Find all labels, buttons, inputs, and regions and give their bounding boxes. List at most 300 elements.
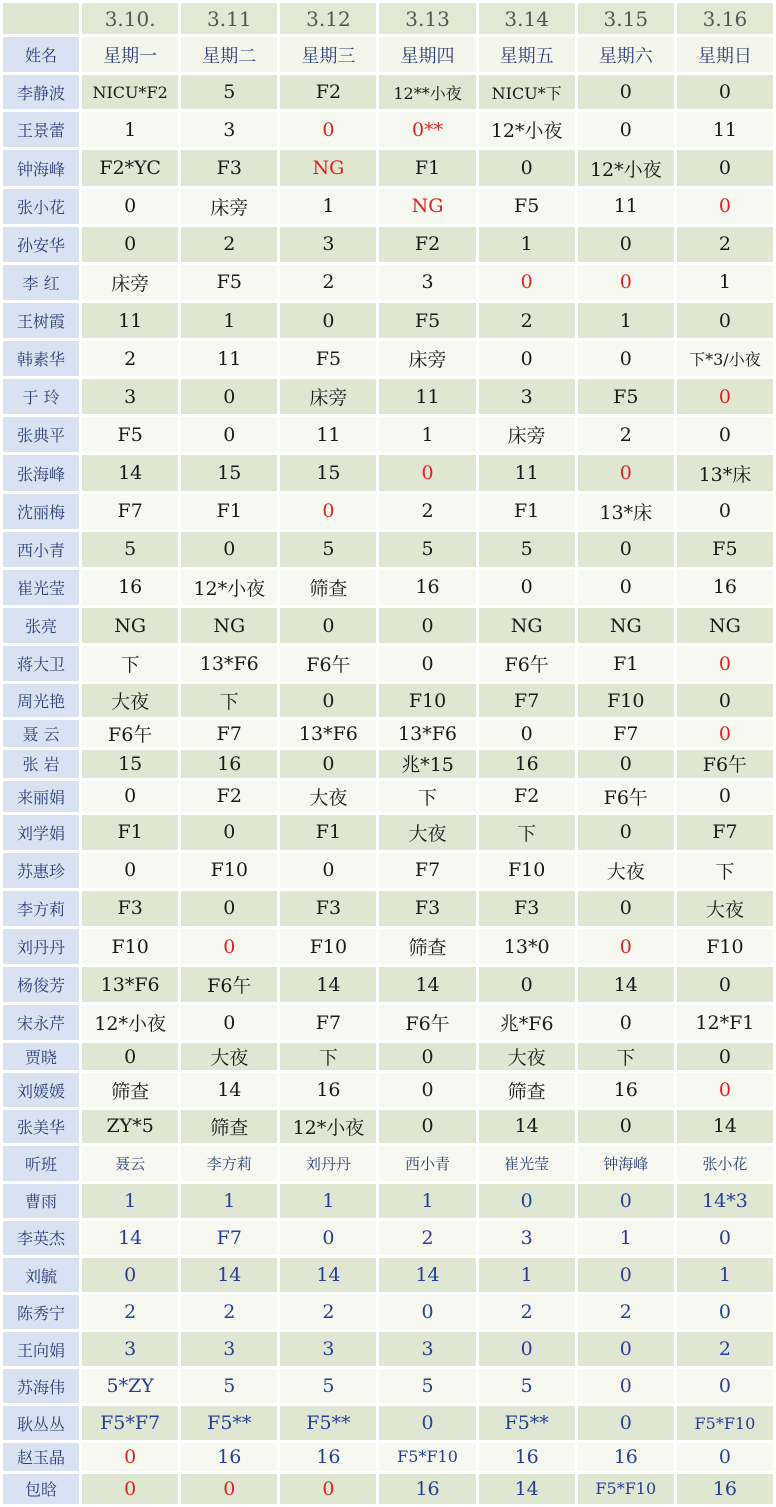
- shift-cell: 14*3: [677, 1184, 773, 1218]
- shift-cell: 3.12: [280, 3, 376, 34]
- shift-cell: 大夜: [82, 684, 178, 717]
- shift-cell: 0: [677, 1443, 773, 1471]
- shift-cell: F6午: [578, 781, 674, 812]
- shift-cell: 西小青: [379, 1146, 475, 1181]
- shift-cell: 2: [379, 494, 475, 529]
- shift-cell: 0: [677, 720, 773, 747]
- name-cell: 张美华: [3, 1110, 79, 1143]
- staff-row: [3, 417, 773, 452]
- shift-cell: 3: [181, 112, 277, 147]
- shift-cell: 筛查: [479, 1073, 575, 1106]
- shift-cell: 5: [479, 532, 575, 567]
- shift-cell: 3: [280, 227, 376, 262]
- staff-row: [3, 781, 773, 812]
- shift-cell: F2: [181, 781, 277, 812]
- shift-cell: 0: [578, 815, 674, 850]
- shift-cell: 0: [578, 341, 674, 376]
- shift-cell: 0: [82, 1258, 178, 1292]
- shift-cell: 14: [479, 1110, 575, 1143]
- shift-cell: 大夜: [181, 1043, 277, 1070]
- shift-cell: 0: [181, 891, 277, 926]
- shift-cell: NICU*下: [479, 75, 575, 109]
- shift-cell: 14: [82, 1221, 178, 1255]
- staff-row: [3, 150, 773, 185]
- shift-cell: F5*F10: [677, 1406, 773, 1439]
- shift-cell: 1: [379, 417, 475, 452]
- shift-cell: 2: [578, 417, 674, 452]
- name-cell: 于 玲: [3, 379, 79, 414]
- shift-cell: 1: [578, 1221, 674, 1255]
- name-cell: [3, 3, 79, 34]
- name-cell: 陈秀宁: [3, 1295, 79, 1329]
- name-cell: 刘丹丹: [3, 929, 79, 964]
- shift-cell: 1: [82, 1184, 178, 1218]
- shift-cell: 0: [578, 75, 674, 109]
- name-cell: 孙安华: [3, 227, 79, 262]
- shift-cell: F5: [479, 189, 575, 224]
- shift-cell: 14: [181, 1073, 277, 1106]
- weekday-header-row: [3, 37, 773, 72]
- staff-row: [3, 570, 773, 605]
- shift-cell: F1: [479, 494, 575, 529]
- shift-cell: 13*0: [479, 929, 575, 964]
- shift-cell: 2: [280, 1295, 376, 1329]
- shift-cell: 0: [479, 570, 575, 605]
- shift-cell: NG: [379, 189, 475, 224]
- shift-cell: 0: [379, 1110, 475, 1143]
- shift-cell: 3: [479, 379, 575, 414]
- shift-cell: 3: [280, 1332, 376, 1366]
- shift-cell: F1: [379, 150, 475, 185]
- shift-cell: F7: [181, 1221, 277, 1255]
- shift-cell: 11: [479, 455, 575, 490]
- staff-row-secondary: [3, 1184, 773, 1218]
- shift-cell: F7: [479, 684, 575, 717]
- shift-cell: 0: [379, 1073, 475, 1106]
- shift-cell: 0: [677, 781, 773, 812]
- shift-cell: 11: [379, 379, 475, 414]
- name-cell: 李静波: [3, 75, 79, 109]
- name-cell: 王景蕾: [3, 112, 79, 147]
- shift-cell: F3: [479, 891, 575, 926]
- shift-cell: 12*小夜: [479, 112, 575, 147]
- shift-cell: F5**: [181, 1406, 277, 1439]
- shift-cell: 0: [280, 1474, 376, 1504]
- shift-cell: 0: [479, 967, 575, 1002]
- name-cell: 听班: [3, 1146, 79, 1181]
- shift-cell: 12*小夜: [280, 1110, 376, 1143]
- name-cell: 李方莉: [3, 891, 79, 926]
- shift-cell: 床旁: [82, 265, 178, 300]
- shift-cell: 0: [82, 1043, 178, 1070]
- staff-row: [3, 684, 773, 717]
- staff-row: [3, 1073, 773, 1106]
- name-cell: 张海峰: [3, 455, 79, 490]
- name-cell: 张典平: [3, 417, 79, 452]
- shift-cell: 12**小夜: [379, 75, 475, 109]
- shift-cell: 15: [181, 455, 277, 490]
- name-cell: 刘学娟: [3, 815, 79, 850]
- shift-cell: 12*小夜: [82, 1005, 178, 1040]
- name-cell: 刘毓: [3, 1258, 79, 1292]
- shift-cell: NG: [181, 608, 277, 643]
- shift-cell: 0: [379, 1406, 475, 1439]
- name-cell: 王向娟: [3, 1332, 79, 1366]
- shift-cell: 2: [82, 1295, 178, 1329]
- shift-cell: F7: [280, 1005, 376, 1040]
- staff-row: [3, 455, 773, 490]
- shift-cell: 16: [379, 570, 475, 605]
- shift-cell: 3.11: [181, 3, 277, 34]
- shift-cell: F7: [578, 720, 674, 747]
- staff-row-secondary: [3, 1369, 773, 1403]
- shift-cell: 5: [479, 1369, 575, 1403]
- shift-cell: 2: [280, 265, 376, 300]
- shift-cell: 3.15: [578, 3, 674, 34]
- name-cell: 钟海峰: [3, 150, 79, 185]
- shift-cell: 0: [479, 150, 575, 185]
- shift-cell: 0: [677, 379, 773, 414]
- shift-cell: 0: [181, 1005, 277, 1040]
- name-cell: 蒋大卫: [3, 646, 79, 681]
- shift-cell: F10: [181, 853, 277, 888]
- staff-row: [3, 494, 773, 529]
- shift-cell: 3.16: [677, 3, 773, 34]
- shift-cell: 2: [578, 1295, 674, 1329]
- shift-cell: 16: [82, 570, 178, 605]
- shift-cell: 下: [82, 646, 178, 681]
- shift-cell: F6午: [181, 967, 277, 1002]
- shift-cell: 14: [479, 1474, 575, 1504]
- shift-cell: 0: [82, 189, 178, 224]
- shift-cell: F6午: [479, 646, 575, 681]
- shift-cell: F5*F10: [379, 1443, 475, 1471]
- shift-cell: 0: [479, 1332, 575, 1366]
- shift-cell: 下: [479, 815, 575, 850]
- staff-row: [3, 379, 773, 414]
- shift-cell: F5**: [280, 1406, 376, 1439]
- shift-cell: 1: [479, 1258, 575, 1292]
- shift-cell: 2: [677, 227, 773, 262]
- shift-cell: 下: [677, 853, 773, 888]
- shift-cell: F6午: [677, 750, 773, 777]
- shift-cell: 星期三: [280, 37, 376, 72]
- shift-cell: 0: [479, 341, 575, 376]
- shift-cell: 0: [82, 781, 178, 812]
- staff-row: [3, 303, 773, 338]
- staff-row: [3, 853, 773, 888]
- shift-cell: F10: [280, 929, 376, 964]
- shift-cell: 0: [677, 150, 773, 185]
- shift-cell: 3: [379, 1332, 475, 1366]
- staff-row-secondary: [3, 1332, 773, 1366]
- shift-cell: 15: [82, 750, 178, 777]
- shift-cell: 0: [578, 227, 674, 262]
- shift-cell: 0: [677, 967, 773, 1002]
- shift-cell: 1: [82, 112, 178, 147]
- shift-cell: F6午: [280, 646, 376, 681]
- shift-cell: 0: [280, 750, 376, 777]
- shift-cell: 0: [578, 1184, 674, 1218]
- shift-cell: 1: [181, 303, 277, 338]
- shift-cell: NICU*F2: [82, 75, 178, 109]
- shift-cell: 0: [578, 112, 674, 147]
- shift-cell: 14: [280, 967, 376, 1002]
- shift-cell: 0: [578, 1369, 674, 1403]
- staff-row: [3, 227, 773, 262]
- shift-cell: 0: [280, 303, 376, 338]
- shift-cell: 床旁: [181, 189, 277, 224]
- shift-cell: 筛查: [280, 570, 376, 605]
- shift-cell: 0: [379, 455, 475, 490]
- shift-cell: F1: [82, 815, 178, 850]
- staff-row: [3, 646, 773, 681]
- shift-cell: 大夜: [280, 781, 376, 812]
- shift-cell: 5: [280, 1369, 376, 1403]
- shift-cell: 3.10.: [82, 3, 178, 34]
- shift-cell: 3.14: [479, 3, 575, 34]
- name-cell: 贾晓: [3, 1043, 79, 1070]
- name-cell: 曹雨: [3, 1184, 79, 1218]
- shift-cell: 3: [82, 1332, 178, 1366]
- staff-row: [3, 967, 773, 1002]
- schedule-body: [3, 3, 773, 1504]
- shift-cell: 0: [677, 303, 773, 338]
- shift-cell: F1: [181, 494, 277, 529]
- shift-cell: 崔光莹: [479, 1146, 575, 1181]
- shift-cell: 大夜: [677, 891, 773, 926]
- shift-cell: 16: [379, 1474, 475, 1504]
- shift-cell: 0: [578, 570, 674, 605]
- name-cell: 李英杰: [3, 1221, 79, 1255]
- name-cell: 张 岩: [3, 750, 79, 777]
- shift-cell: 0: [677, 1043, 773, 1070]
- shift-cell: 0: [181, 929, 277, 964]
- shift-cell: 1: [280, 189, 376, 224]
- shift-cell: F7: [379, 853, 475, 888]
- staff-row: [3, 815, 773, 850]
- shift-cell: F2: [280, 75, 376, 109]
- shift-cell: 0: [677, 189, 773, 224]
- shift-cell: 13*F6: [280, 720, 376, 747]
- shift-cell: 16: [181, 1443, 277, 1471]
- shift-cell: 0: [578, 1258, 674, 1292]
- shift-cell: 5: [280, 532, 376, 567]
- shift-cell: 0: [181, 417, 277, 452]
- shift-cell: F5: [677, 532, 773, 567]
- staff-row: [3, 1110, 773, 1143]
- shift-cell: F7: [677, 815, 773, 850]
- shift-cell: 16: [578, 1443, 674, 1471]
- shift-cell: F5: [379, 303, 475, 338]
- shift-cell: F3: [379, 891, 475, 926]
- shift-cell: 0: [379, 646, 475, 681]
- shift-cell: 16: [280, 1443, 376, 1471]
- name-cell: 张小花: [3, 189, 79, 224]
- shift-cell: F3: [280, 891, 376, 926]
- shift-cell: 1: [181, 1184, 277, 1218]
- shift-cell: 0: [479, 265, 575, 300]
- name-cell: 宋永芹: [3, 1005, 79, 1040]
- shift-cell: 14: [379, 967, 475, 1002]
- staff-row: [3, 189, 773, 224]
- shift-cell: 0: [578, 929, 674, 964]
- shift-cell: 0: [578, 1110, 674, 1143]
- shift-cell: 0: [578, 1406, 674, 1439]
- staff-row-secondary: [3, 1295, 773, 1329]
- on-call-row: [3, 1146, 773, 1181]
- shift-cell: 16: [677, 570, 773, 605]
- shift-cell: 刘丹丹: [280, 1146, 376, 1181]
- shift-cell: 1: [677, 1258, 773, 1292]
- staff-row: [3, 112, 773, 147]
- shift-cell: 16: [280, 1073, 376, 1106]
- shift-cell: 3: [181, 1332, 277, 1366]
- shift-cell: 13*F6: [181, 646, 277, 681]
- shift-cell: 14: [181, 1258, 277, 1292]
- shift-cell: NG: [280, 150, 376, 185]
- name-cell: 西小青: [3, 532, 79, 567]
- shift-cell: 下: [181, 684, 277, 717]
- name-cell: 张亮: [3, 608, 79, 643]
- shift-cell: 张小花: [677, 1146, 773, 1181]
- staff-row: [3, 1005, 773, 1040]
- shift-cell: 2: [479, 303, 575, 338]
- shift-cell: F5: [82, 417, 178, 452]
- name-cell: 杨俊芳: [3, 967, 79, 1002]
- shift-cell: F7: [181, 720, 277, 747]
- staff-row: [3, 720, 773, 747]
- shift-cell: 0: [578, 265, 674, 300]
- shift-cell: 1: [379, 1184, 475, 1218]
- name-cell: 王树霞: [3, 303, 79, 338]
- shift-cell: 0: [677, 684, 773, 717]
- shift-cell: 0: [82, 1474, 178, 1504]
- shift-cell: 床旁: [379, 341, 475, 376]
- shift-cell: 星期日: [677, 37, 773, 72]
- shift-cell: 16: [479, 1443, 575, 1471]
- shift-cell: NG: [578, 608, 674, 643]
- shift-cell: 14: [82, 455, 178, 490]
- shift-cell: F3: [82, 891, 178, 926]
- shift-cell: 0: [280, 1221, 376, 1255]
- shift-cell: 0: [379, 1043, 475, 1070]
- shift-cell: 0: [578, 891, 674, 926]
- shift-cell: F5*F10: [578, 1474, 674, 1504]
- name-cell: 崔光莹: [3, 570, 79, 605]
- shift-cell: NG: [677, 608, 773, 643]
- shift-cell: 5*ZY: [82, 1369, 178, 1403]
- shift-cell: 1: [479, 227, 575, 262]
- shift-cell: 13*床: [578, 494, 674, 529]
- shift-cell: 0: [677, 1369, 773, 1403]
- shift-cell: NG: [479, 608, 575, 643]
- shift-cell: F5*F7: [82, 1406, 178, 1439]
- shift-cell: 星期五: [479, 37, 575, 72]
- shift-cell: 筛查: [82, 1073, 178, 1106]
- shift-cell: 12*小夜: [181, 570, 277, 605]
- shift-cell: 0: [379, 608, 475, 643]
- shift-cell: 15: [280, 455, 376, 490]
- shift-cell: 0: [280, 684, 376, 717]
- name-cell: 姓名: [3, 37, 79, 72]
- shift-cell: F7: [82, 494, 178, 529]
- staff-row-secondary: [3, 1258, 773, 1292]
- name-cell: 韩素华: [3, 341, 79, 376]
- shift-cell: 床旁: [479, 417, 575, 452]
- shift-cell: 0: [280, 853, 376, 888]
- staff-row-secondary: [3, 1443, 773, 1471]
- shift-cell: 下: [280, 1043, 376, 1070]
- staff-row: [3, 265, 773, 300]
- shift-cell: 3: [479, 1221, 575, 1255]
- shift-cell: 2: [82, 341, 178, 376]
- shift-cell: 3: [82, 379, 178, 414]
- shift-cell: 0: [280, 112, 376, 147]
- shift-cell: 0: [677, 646, 773, 681]
- shift-cell: 16: [677, 1474, 773, 1504]
- shift-cell: 2: [181, 227, 277, 262]
- shift-cell: 0: [82, 1443, 178, 1471]
- shift-cell: 0: [181, 532, 277, 567]
- staff-row-secondary: [3, 1406, 773, 1439]
- shift-cell: 0: [677, 494, 773, 529]
- shift-cell: F6午: [82, 720, 178, 747]
- shift-cell: 13*床: [677, 455, 773, 490]
- shift-cell: F10: [677, 929, 773, 964]
- shift-cell: 3.13: [379, 3, 475, 34]
- shift-cell: F10: [82, 929, 178, 964]
- shift-cell: 筛查: [379, 929, 475, 964]
- shift-cell: 李方莉: [181, 1146, 277, 1181]
- shift-cell: 16: [578, 1073, 674, 1106]
- shift-cell: 0: [181, 1474, 277, 1504]
- shift-cell: 0: [578, 532, 674, 567]
- shift-cell: F6午: [379, 1005, 475, 1040]
- shift-cell: F10: [379, 684, 475, 717]
- shift-cell: 0: [677, 1221, 773, 1255]
- shift-cell: 星期一: [82, 37, 178, 72]
- shift-cell: 大夜: [379, 815, 475, 850]
- shift-cell: F3: [181, 150, 277, 185]
- date-header-row: [3, 3, 773, 34]
- shift-cell: F10: [578, 684, 674, 717]
- shift-cell: 14: [379, 1258, 475, 1292]
- shift-cell: 0: [181, 815, 277, 850]
- shift-cell: 兆*15: [379, 750, 475, 777]
- shift-cell: 2: [181, 1295, 277, 1329]
- shift-cell: 0: [677, 417, 773, 452]
- shift-cell: 3: [379, 265, 475, 300]
- shift-cell: 5: [181, 75, 277, 109]
- shift-cell: 11: [181, 341, 277, 376]
- staff-row: [3, 608, 773, 643]
- shift-cell: 聂云: [82, 1146, 178, 1181]
- shift-cell: 1: [578, 303, 674, 338]
- shift-cell: 12*小夜: [578, 150, 674, 185]
- shift-cell: 1: [677, 265, 773, 300]
- shift-cell: 0: [677, 1073, 773, 1106]
- staff-row: [3, 1043, 773, 1070]
- shift-cell: F1: [280, 815, 376, 850]
- staff-row: [3, 75, 773, 109]
- name-cell: 赵玉晶: [3, 1443, 79, 1471]
- shift-cell: 0: [379, 1295, 475, 1329]
- shift-cell: 5: [181, 1369, 277, 1403]
- shift-cell: 11: [82, 303, 178, 338]
- shift-cell: 14: [280, 1258, 376, 1292]
- shift-cell: 兆*F6: [479, 1005, 575, 1040]
